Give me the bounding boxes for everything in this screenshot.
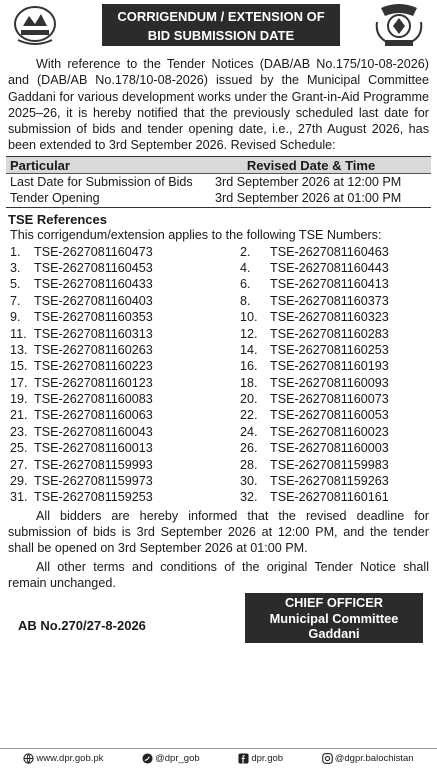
tse-code: TSE-2627081160253 [270,342,389,357]
tse-item [10,358,240,374]
tse-number: 12. [240,326,258,341]
title-line-2: BID SUBMISSION DATE [147,28,295,43]
tse-code: TSE-2627081160063 [34,408,153,423]
tse-number: 2. [240,244,251,259]
tse-number: 18. [240,375,258,390]
tse-item [10,326,240,342]
tse-number: 5. [10,277,21,292]
schedule-particular: Last Date for Submission of Bids [10,174,193,189]
instagram-icon [322,753,333,764]
tse-item [10,440,240,456]
tse-code: TSE-2627081160013 [34,441,153,456]
globe-icon [23,753,34,764]
tse-number: 20. [240,392,258,407]
tse-item [10,342,240,358]
tse-number: 30. [240,474,258,489]
tse-code: TSE-2627081160443 [270,260,389,275]
tse-code: TSE-2627081160313 [34,326,153,341]
schedule-row [6,190,431,207]
schedule-datetime: 3rd September 2026 at 12:00 PM [215,174,402,189]
government-crest-icon [373,2,425,48]
tse-item [240,260,431,276]
tse-code: TSE-2627081159253 [34,490,153,505]
tse-code: TSE-2627081160263 [34,342,153,357]
tse-item [240,276,431,292]
signatory-location: Gaddani [308,626,360,642]
tse-code: TSE-2627081160093 [270,375,389,390]
facebook-icon [238,753,249,764]
tse-number: 4. [240,260,251,275]
tse-code: TSE-2627081160473 [34,244,153,259]
tse-item [240,244,431,260]
tse-number: 21. [10,408,28,423]
tse-number: 28. [240,457,258,472]
tse-code: TSE-2627081160323 [270,310,389,325]
signatory-title: CHIEF OFFICER [284,595,384,611]
tse-item [240,358,431,374]
tse-intro: This corrigendum/extension applies to the following TSE Numbers: [10,227,382,242]
social-facebook[interactable] [238,753,283,764]
tse-code: TSE-2627081160161 [270,490,389,505]
tse-item [240,424,431,440]
tse-code: TSE-2627081160073 [270,392,389,407]
signatory-office: Municipal Committee [269,610,399,626]
schedule-row [6,174,431,191]
tse-number: 17. [10,375,28,390]
tse-item [10,293,240,309]
tse-item [10,244,240,260]
social-footer [0,748,437,768]
tse-code: TSE-2627081160223 [34,359,153,374]
tse-item [10,489,240,505]
tse-code: TSE-2627081160123 [34,375,153,390]
tse-number: 23. [10,424,28,439]
title-line-1: CORRIGENDUM / EXTENSION OF [117,9,325,24]
tse-number: 22. [240,408,258,423]
tse-code: TSE-2627081160403 [34,293,153,308]
tse-number: 3. [10,260,21,275]
tse-code: TSE-2627081160283 [270,326,389,341]
tse-number: 15. [10,359,28,374]
notice-header [6,0,431,54]
tse-item [10,309,240,325]
tse-number: 31. [10,490,28,505]
tse-number: 10. [240,310,258,325]
tse-code: TSE-2627081160373 [270,293,389,308]
intro-paragraph: With reference to the Tender Notices (DAB/AB No.175/10-08-2026) and (DAB/AB No.178/10-08-2026) issued by the Municipal Committee Gaddani for various development works under the Grant-in-Aid Programme 2025–26, it is hereby notified that the previously scheduled last date for submission of bids and tender opening date, i.e., 27th August 2026, has been extended to 3rd September 2026. Revised Schedule: [8,57,429,153]
social-twitter[interactable] [142,753,200,764]
tse-item [240,407,431,423]
tse-code: TSE-2627081160433 [34,277,153,292]
tse-code: TSE-2627081160353 [34,310,153,325]
tse-number: 24. [240,424,258,439]
tse-number: 16. [240,359,258,374]
social-website[interactable] [23,753,103,764]
tse-references-heading: TSE References [8,211,107,227]
tse-item [10,391,240,407]
tse-item [240,473,431,489]
schedule-datetime: 3rd September 2026 at 01:00 PM [215,191,402,206]
tse-item [240,440,431,456]
tse-code: TSE-2627081159263 [270,474,389,489]
tse-number: 32. [240,490,258,505]
twitter-icon [142,753,153,764]
social-instagram[interactable] [322,753,414,764]
tse-item [240,342,431,358]
schedule-col-datetime: Revised Date & Time [246,157,376,173]
terms-paragraph: All other terms and conditions of the original Tender Notice shall remain unchanged. [8,559,429,591]
facebook-handle: dpr.gob [251,753,284,764]
tse-item [10,276,240,292]
tse-item [10,424,240,440]
tse-number: 6. [240,277,251,292]
tse-code: TSE-2627081160023 [270,424,389,439]
tse-item [240,391,431,407]
tse-item [240,457,431,473]
tse-item [240,293,431,309]
tse-item [10,375,240,391]
ab-number: AB No.270/27-8-2026 [18,618,146,634]
tse-number: 7. [10,293,21,308]
tse-code: TSE-2627081160463 [270,244,389,259]
tse-list [6,244,431,506]
tse-number: 25. [10,441,28,456]
tse-item [240,489,431,505]
notice-title [102,4,340,46]
tse-code: TSE-2627081159993 [34,457,153,472]
tse-number: 9. [10,310,21,325]
signature-area [6,591,431,643]
schedule-particular: Tender Opening [10,191,100,206]
tse-code: TSE-2627081159973 [34,474,153,489]
tse-item [240,375,431,391]
tse-item [10,473,240,489]
signatory-block [245,593,423,643]
tse-number: 29. [10,474,28,489]
tse-code: TSE-2627081160413 [270,277,389,292]
tse-number: 27. [10,457,28,472]
tse-number: 26. [240,441,258,456]
tse-code: TSE-2627081160053 [270,408,389,423]
tse-number: 19. [10,392,28,407]
tse-item [10,407,240,423]
tse-code: TSE-2627081160043 [34,424,153,439]
tse-code: TSE-2627081160193 [270,359,389,374]
tse-code: TSE-2627081160003 [270,441,389,456]
instagram-handle: @dgpr.balochistan [334,753,414,764]
tse-item [240,309,431,325]
tse-number: 1. [10,244,21,259]
tse-number: 14. [240,342,258,357]
schedule-header-row [6,157,431,174]
tse-number: 8. [240,293,251,308]
schedule-col-particular: Particular [10,157,70,173]
bidders-paragraph: All bidders are hereby informed that the revised deadline for submission of bids is 3rd September 2026 at 12:00 PM, and the tender shall be opened on 3rd September 2026 at 01:00 PM. [8,508,429,556]
tse-item [10,457,240,473]
tse-code: TSE-2627081160453 [34,260,153,275]
municipal-emblem-icon [12,4,58,46]
tse-code: TSE-2627081159983 [270,457,389,472]
tse-item [10,260,240,276]
tse-number: 11. [10,326,27,341]
website-text: www.dpr.gob.pk [36,753,104,764]
twitter-handle: @dpr_gob [155,753,200,764]
tse-item [240,326,431,342]
tse-number: 13. [10,342,28,357]
schedule-table [6,156,431,208]
tse-code: TSE-2627081160083 [34,392,153,407]
